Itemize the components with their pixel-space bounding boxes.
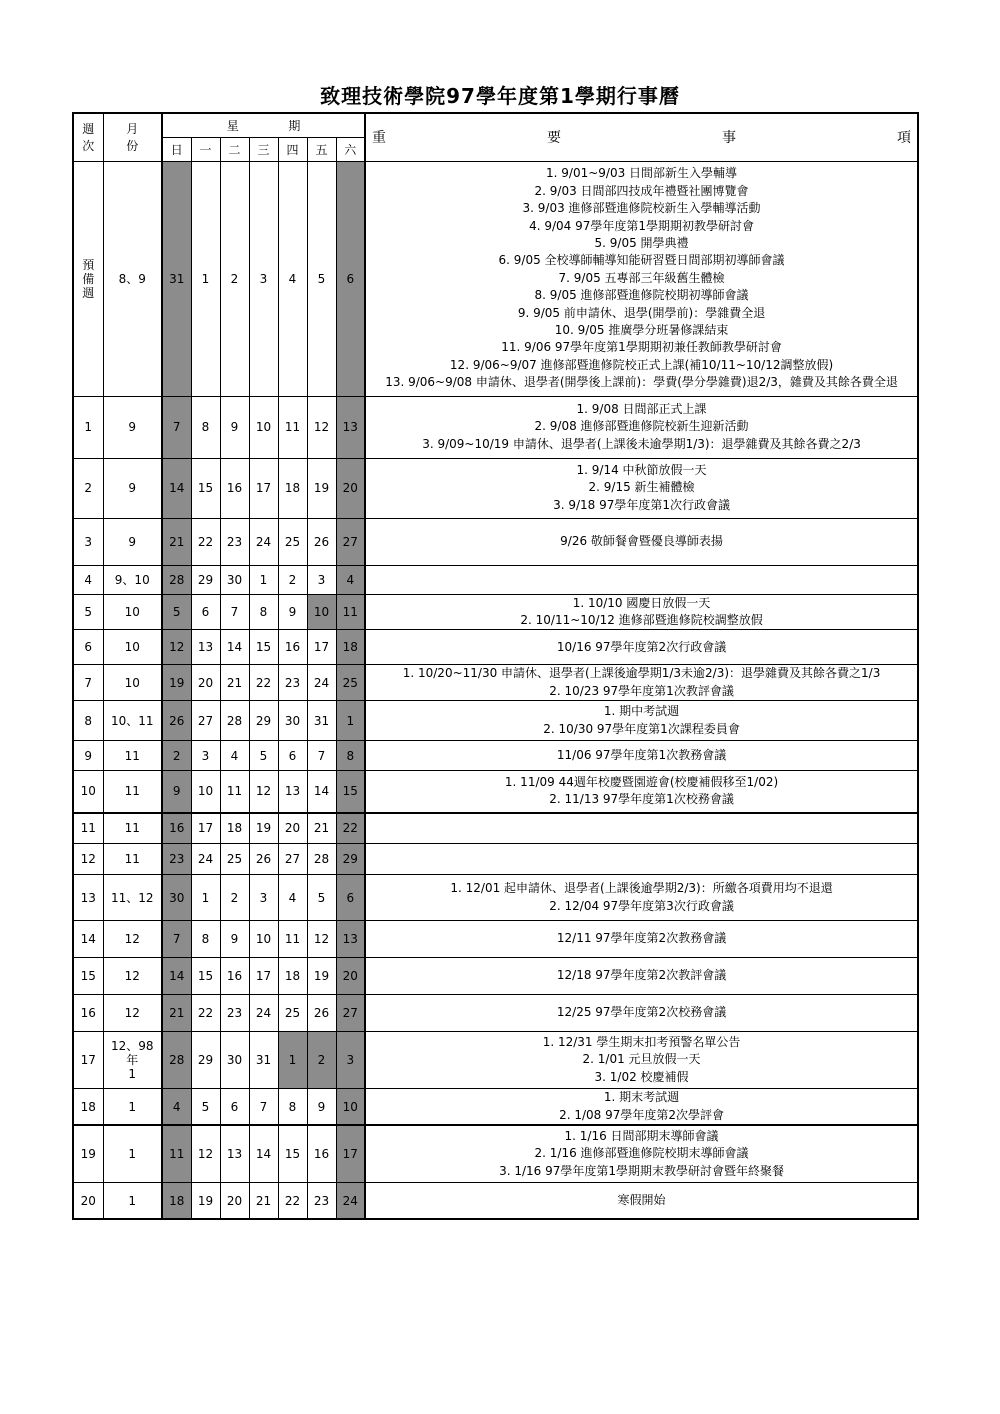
- event-item: 1. 12/01 起申請休、退學者(上課後逾學期2/3)：所繳各項費用均不退還: [450, 881, 833, 896]
- week-row: [73, 594, 918, 630]
- week-number: 8: [73, 701, 103, 741]
- date-cell: 17: [191, 813, 220, 844]
- event-item: 1. 9/01~9/03 日間部新生入學輔導: [546, 166, 738, 181]
- week-row: [73, 1089, 918, 1125]
- month-cell: 12: [103, 958, 162, 995]
- week-row: [73, 995, 918, 1032]
- date-cell: 27: [191, 701, 220, 741]
- date-cell: 6: [336, 161, 365, 396]
- month-cell: 10、11: [103, 701, 162, 741]
- month-cell: 8、9: [103, 161, 162, 396]
- events-cell: [365, 771, 918, 813]
- date-cell: 31: [307, 701, 336, 741]
- date-cell: 14: [162, 458, 191, 518]
- event-item: 1. 10/10 國慶日放假一天: [572, 595, 711, 610]
- date-cell: 19: [307, 458, 336, 518]
- events-cell: [365, 665, 918, 701]
- week-number: 5: [73, 594, 103, 630]
- month-cell: 11: [103, 844, 162, 875]
- event-item: 8. 9/05 進修部暨進修院校期初導師會議: [534, 288, 749, 303]
- event-item: 1. 9/14 中秋節放假一天: [576, 462, 707, 477]
- month-header: [103, 113, 162, 161]
- week-number: 13: [73, 875, 103, 921]
- week-row: [73, 1183, 918, 1219]
- date-cell: 31: [249, 1032, 278, 1089]
- month-cell: 9: [103, 396, 162, 458]
- event-item: 13. 9/06~9/08 申請休、退學者(開學後上課前)：學費(學分學雜費)退2/3，雜費及其餘各費全退: [385, 375, 898, 390]
- date-cell: 14: [307, 771, 336, 813]
- week-row: [73, 1032, 918, 1089]
- week-row: [73, 458, 918, 518]
- date-cell: 26: [307, 518, 336, 565]
- date-cell: 30: [220, 565, 249, 594]
- event-item: 1. 11/09 44週年校慶暨園遊會(校慶補假移至1/02): [504, 774, 779, 789]
- week-number: 7: [73, 665, 103, 701]
- events-cell: [365, 396, 918, 458]
- date-cell: 11: [336, 594, 365, 630]
- date-cell: 20: [336, 958, 365, 995]
- week-number: 6: [73, 630, 103, 665]
- week-row: [73, 875, 918, 921]
- week-number: 18: [73, 1089, 103, 1125]
- event-item: 3. 9/18 97學年度第1次行政會議: [553, 497, 731, 512]
- week-number: 14: [73, 921, 103, 958]
- week-row: [73, 630, 918, 665]
- date-cell: 24: [249, 995, 278, 1032]
- week-number: 11: [73, 813, 103, 844]
- event-item: 2. 10/30 97學年度第1次課程委員會: [543, 721, 740, 736]
- date-cell: 17: [249, 958, 278, 995]
- date-cell: 15: [278, 1125, 307, 1183]
- month-header-line1: 月: [126, 122, 139, 137]
- date-cell: 26: [162, 701, 191, 741]
- date-cell: 27: [336, 518, 365, 565]
- date-cell: 18: [220, 813, 249, 844]
- event-item: 3. 9/03 進修部暨進修院校新生入學輔導活動: [522, 201, 761, 216]
- events-cell: [365, 1125, 918, 1183]
- week-number: 17: [73, 1032, 103, 1089]
- week-row: [73, 771, 918, 813]
- date-cell: 26: [307, 995, 336, 1032]
- date-cell: 23: [278, 665, 307, 701]
- date-cell: 13: [220, 1125, 249, 1183]
- date-cell: 2: [220, 161, 249, 396]
- month-cell: 1: [103, 1125, 162, 1183]
- event-item: 2. 9/08 進修部暨進修院校新生迎新活動: [534, 419, 749, 434]
- month-cell: 9、10: [103, 565, 162, 594]
- date-cell: 4: [278, 875, 307, 921]
- events-cell: [365, 630, 918, 665]
- weekday-group-char1: 星: [226, 118, 239, 133]
- date-cell: 28: [307, 844, 336, 875]
- calendar-table: [72, 112, 919, 1220]
- week-number: 1: [73, 396, 103, 458]
- date-cell: 1: [191, 161, 220, 396]
- event-item: 11/06 97學年度第1次教務會議: [556, 747, 727, 762]
- month-cell: 1: [103, 1183, 162, 1219]
- date-cell: 6: [220, 1089, 249, 1125]
- event-item: 1. 期末考試週: [603, 1090, 680, 1105]
- date-cell: 9: [220, 396, 249, 458]
- date-cell: 12: [307, 921, 336, 958]
- date-cell: 30: [220, 1032, 249, 1089]
- weekday-group-header: [162, 113, 365, 137]
- date-cell: 1: [249, 565, 278, 594]
- date-cell: 29: [249, 701, 278, 741]
- week-number: 19: [73, 1125, 103, 1183]
- week-row: [73, 665, 918, 701]
- week-header: [73, 113, 103, 161]
- event-item: 2. 10/23 97學年度第1次教評會議: [549, 683, 734, 698]
- date-cell: 15: [249, 630, 278, 665]
- date-cell: 18: [278, 958, 307, 995]
- event-item: 3. 9/09~10/19 申請休、退學者(上課後未逾學期1/3)：退學雜費及其餘各費之2/3: [422, 436, 861, 451]
- date-cell: 15: [191, 458, 220, 518]
- event-item: 9. 9/05 前申請休、退學(開學前)：學雜費全退: [517, 305, 766, 320]
- week-row: [73, 958, 918, 995]
- date-cell: 4: [278, 161, 307, 396]
- events-header-char1: 重: [372, 130, 387, 147]
- date-cell: 10: [307, 594, 336, 630]
- date-cell: 20: [336, 458, 365, 518]
- events-cell: [365, 701, 918, 741]
- month-cell: 10: [103, 630, 162, 665]
- events-header-char2: 要: [547, 130, 562, 147]
- week-number: 預 備 週: [73, 161, 103, 396]
- date-cell: 18: [162, 1183, 191, 1219]
- date-cell: 22: [191, 995, 220, 1032]
- events-header-char4: 項: [897, 130, 912, 147]
- date-cell: 29: [191, 565, 220, 594]
- week-row: [73, 701, 918, 741]
- week-row: [73, 518, 918, 565]
- date-cell: 25: [278, 518, 307, 565]
- date-cell: 7: [307, 741, 336, 771]
- date-cell: 16: [278, 630, 307, 665]
- events-cell: [365, 995, 918, 1032]
- week-row: [73, 565, 918, 594]
- week-number: 4: [73, 565, 103, 594]
- date-cell: 23: [220, 518, 249, 565]
- date-cell: 17: [336, 1125, 365, 1183]
- month-cell: 11、12: [103, 875, 162, 921]
- date-cell: 24: [336, 1183, 365, 1219]
- events-cell: [365, 565, 918, 594]
- date-cell: 31: [162, 161, 191, 396]
- event-item: 5. 9/05 開學典禮: [594, 235, 689, 250]
- date-cell: 17: [307, 630, 336, 665]
- day-header-mon: 一: [191, 137, 220, 161]
- event-item: 2. 1/01 元旦放假一天: [582, 1052, 701, 1067]
- date-cell: 29: [191, 1032, 220, 1089]
- date-cell: 27: [278, 844, 307, 875]
- date-cell: 11: [220, 771, 249, 813]
- date-cell: 19: [191, 1183, 220, 1219]
- date-cell: 6: [278, 741, 307, 771]
- date-cell: 24: [307, 665, 336, 701]
- month-cell: 10: [103, 665, 162, 701]
- event-item: 2. 9/03 日間部四技成年禮暨社團博覽會: [534, 183, 749, 198]
- week-row: [73, 844, 918, 875]
- date-cell: 3: [336, 1032, 365, 1089]
- date-cell: 23: [162, 844, 191, 875]
- events-header: [365, 113, 918, 161]
- event-item: 1. 1/16 日間部期末導師會議: [564, 1129, 719, 1144]
- date-cell: 4: [162, 1089, 191, 1125]
- date-cell: 24: [249, 518, 278, 565]
- date-cell: 2: [307, 1032, 336, 1089]
- events-cell: [365, 161, 918, 396]
- date-cell: 8: [191, 921, 220, 958]
- date-cell: 5: [307, 875, 336, 921]
- event-item: 12/25 97學年度第2次校務會議: [556, 1005, 727, 1020]
- date-cell: 6: [336, 875, 365, 921]
- date-cell: 5: [191, 1089, 220, 1125]
- date-cell: 12: [249, 771, 278, 813]
- date-cell: 19: [307, 958, 336, 995]
- event-item: 1. 期中考試週: [603, 704, 680, 719]
- events-cell: [365, 1089, 918, 1125]
- date-cell: 1: [191, 875, 220, 921]
- date-cell: 11: [278, 921, 307, 958]
- day-header-sun: 日: [162, 137, 191, 161]
- date-cell: 2: [278, 565, 307, 594]
- date-cell: 16: [220, 958, 249, 995]
- event-item: 2. 9/15 新生補體檢: [588, 480, 695, 495]
- date-cell: 7: [162, 396, 191, 458]
- date-cell: 3: [307, 565, 336, 594]
- date-cell: 22: [191, 518, 220, 565]
- events-cell: [365, 1183, 918, 1219]
- month-cell: 1: [103, 1089, 162, 1125]
- date-cell: 9: [220, 921, 249, 958]
- date-cell: 18: [278, 458, 307, 518]
- event-item: 2. 1/16 進修部暨進修院校期末導師會議: [534, 1146, 749, 1161]
- event-item: 2. 10/11~10/12 進修部暨進修院校調整放假: [520, 612, 763, 627]
- page-title: 致理技術學院97學年度第1學期行事曆: [320, 84, 680, 108]
- event-item: 1. 10/20~11/30 申請休、退學者(上課後逾學期1/3未逾2/3)：退學雜費及其餘各費之1/3: [402, 666, 881, 681]
- date-cell: 15: [191, 958, 220, 995]
- date-cell: 13: [191, 630, 220, 665]
- month-cell: 9: [103, 458, 162, 518]
- date-cell: 4: [220, 741, 249, 771]
- date-cell: 19: [162, 665, 191, 701]
- date-cell: 15: [336, 771, 365, 813]
- events-cell: [365, 741, 918, 771]
- date-cell: 23: [220, 995, 249, 1032]
- date-cell: 12: [307, 396, 336, 458]
- events-cell: [365, 921, 918, 958]
- date-cell: 21: [249, 1183, 278, 1219]
- event-item: 2. 11/13 97學年度第1次校務會議: [549, 792, 734, 807]
- event-item: 4. 9/04 97學年度第1學期期初教學研討會: [529, 218, 755, 233]
- week-number: 12: [73, 844, 103, 875]
- date-cell: 22: [336, 813, 365, 844]
- week-row: [73, 1125, 918, 1183]
- date-cell: 29: [336, 844, 365, 875]
- event-item: 1. 9/08 日間部正式上課: [576, 401, 707, 416]
- event-item: 12/11 97學年度第2次教務會議: [556, 931, 727, 946]
- event-item: 寒假開始: [617, 1192, 666, 1207]
- date-cell: 27: [336, 995, 365, 1032]
- date-cell: 3: [249, 875, 278, 921]
- date-cell: 10: [249, 921, 278, 958]
- date-cell: 4: [336, 565, 365, 594]
- date-cell: 21: [307, 813, 336, 844]
- events-cell: [365, 518, 918, 565]
- date-cell: 26: [249, 844, 278, 875]
- event-item: 1. 12/31 學生期末扣考預警名單公告: [542, 1035, 741, 1050]
- date-cell: 12: [191, 1125, 220, 1183]
- date-cell: 21: [162, 995, 191, 1032]
- month-cell: 12: [103, 921, 162, 958]
- event-item: 12/18 97學年度第2次教評會議: [556, 968, 727, 983]
- event-item: 7. 9/05 五專部三年級舊生體檢: [558, 270, 725, 285]
- month-cell: 11: [103, 813, 162, 844]
- month-cell: 11: [103, 771, 162, 813]
- weekday-group-char2: 期: [288, 118, 301, 133]
- day-header-thu: 四: [278, 137, 307, 161]
- date-cell: 8: [191, 396, 220, 458]
- date-cell: 12: [162, 630, 191, 665]
- week-header-line2: 次: [82, 139, 95, 154]
- date-cell: 28: [162, 565, 191, 594]
- event-item: 3. 1/16 97學年度第1學期期末教學研討會暨年終聚餐: [499, 1163, 785, 1178]
- week-number: 2: [73, 458, 103, 518]
- day-header-wed: 三: [249, 137, 278, 161]
- date-cell: 7: [249, 1089, 278, 1125]
- events-cell: [365, 875, 918, 921]
- events-header-char3: 事: [722, 130, 737, 147]
- events-cell: [365, 813, 918, 844]
- event-item: 9/26 敬師餐會暨優良導師表揚: [560, 533, 723, 548]
- week-number: 3: [73, 518, 103, 565]
- date-cell: 21: [162, 518, 191, 565]
- event-item: 6. 9/05 全校導師輔導知能研習暨日間部期初導師會議: [498, 253, 785, 268]
- date-cell: 6: [191, 594, 220, 630]
- events-cell: [365, 844, 918, 875]
- day-header-tue: 二: [220, 137, 249, 161]
- date-cell: 24: [191, 844, 220, 875]
- date-cell: 23: [307, 1183, 336, 1219]
- date-cell: 2: [162, 741, 191, 771]
- date-cell: 14: [249, 1125, 278, 1183]
- week-number: 15: [73, 958, 103, 995]
- week-number: 20: [73, 1183, 103, 1219]
- date-cell: 7: [162, 921, 191, 958]
- date-cell: 9: [162, 771, 191, 813]
- date-cell: 5: [307, 161, 336, 396]
- date-cell: 13: [278, 771, 307, 813]
- event-item: 2. 1/08 97學年度第2次學評會: [559, 1107, 725, 1122]
- event-item: 2. 12/04 97學年度第3次行政會議: [549, 898, 734, 913]
- event-item: 10/16 97學年度第2次行政會議: [556, 639, 727, 654]
- date-cell: 10: [191, 771, 220, 813]
- week-row: [73, 741, 918, 771]
- week-row: [73, 921, 918, 958]
- month-cell: 10: [103, 594, 162, 630]
- calendar-body: [73, 161, 918, 1219]
- event-item: 3. 1/02 校慶補假: [594, 1069, 689, 1084]
- date-cell: 3: [191, 741, 220, 771]
- day-header-sat: 六: [336, 137, 365, 161]
- date-cell: 28: [162, 1032, 191, 1089]
- date-cell: 10: [249, 396, 278, 458]
- date-cell: 8: [278, 1089, 307, 1125]
- week-header-line1: 週: [82, 122, 95, 137]
- day-header-fri: 五: [307, 137, 336, 161]
- date-cell: 14: [162, 958, 191, 995]
- week-row: [73, 161, 918, 396]
- date-cell: 13: [336, 921, 365, 958]
- date-cell: 30: [278, 701, 307, 741]
- date-cell: 2: [220, 875, 249, 921]
- week-row: [73, 396, 918, 458]
- month-cell: 9: [103, 518, 162, 565]
- events-cell: [365, 594, 918, 630]
- month-cell: 12、98 年 1: [103, 1032, 162, 1089]
- event-item: 11. 9/06 97學年度第1學期期初兼任教師教學研討會: [501, 340, 782, 355]
- event-item: 12. 9/06~9/07 進修部暨進修院校正式上課(補10/11~10/12調整放假): [449, 357, 834, 372]
- date-cell: 20: [191, 665, 220, 701]
- date-cell: 30: [162, 875, 191, 921]
- date-cell: 25: [278, 995, 307, 1032]
- week-number: 9: [73, 741, 103, 771]
- date-cell: 9: [307, 1089, 336, 1125]
- events-cell: [365, 958, 918, 995]
- date-cell: 25: [336, 665, 365, 701]
- date-cell: 11: [162, 1125, 191, 1183]
- date-cell: 1: [278, 1032, 307, 1089]
- date-cell: 8: [249, 594, 278, 630]
- date-cell: 25: [220, 844, 249, 875]
- date-cell: 13: [336, 396, 365, 458]
- date-cell: 22: [278, 1183, 307, 1219]
- date-cell: 18: [336, 630, 365, 665]
- date-cell: 28: [220, 701, 249, 741]
- date-cell: 16: [220, 458, 249, 518]
- date-cell: 17: [249, 458, 278, 518]
- date-cell: 9: [278, 594, 307, 630]
- date-cell: 21: [220, 665, 249, 701]
- month-cell: 12: [103, 995, 162, 1032]
- month-cell: 11: [103, 741, 162, 771]
- date-cell: 22: [249, 665, 278, 701]
- week-number: 10: [73, 771, 103, 813]
- date-cell: 16: [307, 1125, 336, 1183]
- date-cell: 3: [249, 161, 278, 396]
- event-item: 10. 9/05 推廣學分班暑修課結束: [554, 323, 729, 338]
- date-cell: 20: [278, 813, 307, 844]
- date-cell: 1: [336, 701, 365, 741]
- week-row: [73, 813, 918, 844]
- date-cell: 5: [162, 594, 191, 630]
- events-cell: [365, 1032, 918, 1089]
- date-cell: 10: [336, 1089, 365, 1125]
- date-cell: 11: [278, 396, 307, 458]
- month-header-line2: 份: [126, 139, 139, 154]
- date-cell: 20: [220, 1183, 249, 1219]
- date-cell: 19: [249, 813, 278, 844]
- date-cell: 7: [220, 594, 249, 630]
- week-number: 16: [73, 995, 103, 1032]
- date-cell: 14: [220, 630, 249, 665]
- date-cell: 16: [162, 813, 191, 844]
- date-cell: 5: [249, 741, 278, 771]
- events-cell: [365, 458, 918, 518]
- date-cell: 8: [336, 741, 365, 771]
